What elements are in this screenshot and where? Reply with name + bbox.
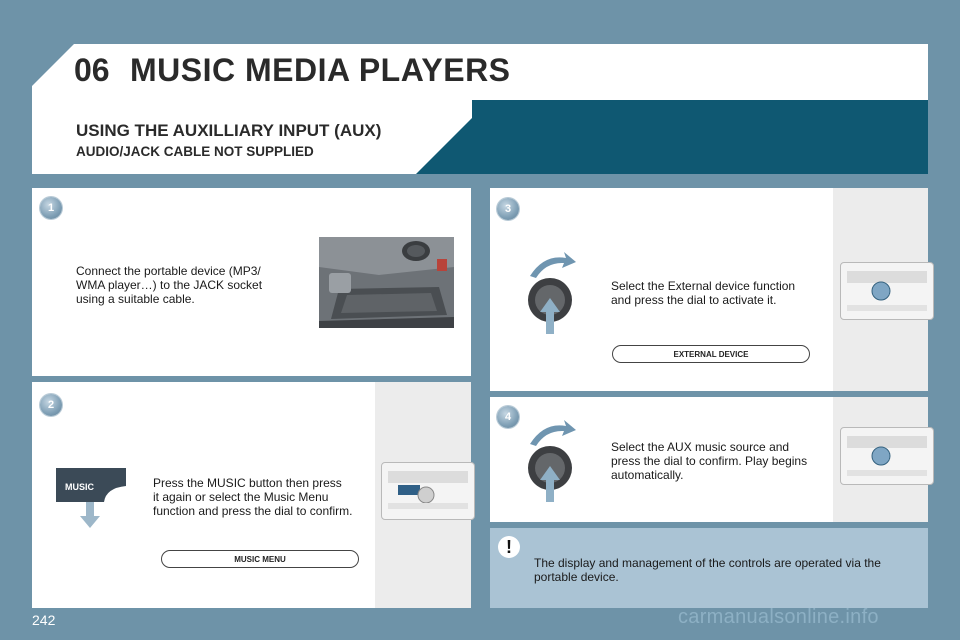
radio-panel-icon xyxy=(840,427,934,485)
glovebox-photo xyxy=(319,237,454,328)
section-title: USING THE AUXILLIARY INPUT (AUX) xyxy=(76,121,382,140)
note-text: The display and management of the controls are operated via the portable device. xyxy=(534,556,881,584)
step-3-badge: 3 xyxy=(497,198,519,220)
external-device-label: EXTERNAL DEVICE xyxy=(612,345,810,363)
step-2-badge: 2 xyxy=(40,394,62,416)
page-number: 242 xyxy=(32,612,56,628)
music-menu-label: MUSIC MENU xyxy=(161,550,359,568)
dial-press-icon xyxy=(520,418,582,502)
watermark: carmanualsonline.info xyxy=(678,606,879,628)
step-3-text: Select the External device function and press the dial to activate it. xyxy=(611,279,796,307)
chapter-title: MUSIC MEDIA PLAYERS xyxy=(130,52,511,88)
step-4-badge: 4 xyxy=(497,406,519,428)
section-subtitle: AUDIO/JACK CABLE NOT SUPPLIED xyxy=(76,144,314,159)
dial-press-icon xyxy=(520,250,582,334)
step-4-text: Select the AUX music source and press the dial to confirm. Play begins automatically. xyxy=(611,440,808,482)
radio-panel-icon xyxy=(381,462,475,520)
step-1-text: Connect the portable device (MP3/ WMA player…) to the JACK socket using a suitable cable. xyxy=(76,264,263,306)
chapter-number: 06 xyxy=(74,52,110,88)
music-button-label: MUSIC xyxy=(65,482,94,492)
radio-panel-icon xyxy=(840,262,934,320)
exclamation-icon: ! xyxy=(498,536,520,558)
music-button-graphic xyxy=(56,466,126,528)
step-2-text: Press the MUSIC button then press it again or select the Music Menu function and press the dial to confirm. xyxy=(153,476,353,518)
step-1-badge: 1 xyxy=(40,197,62,219)
